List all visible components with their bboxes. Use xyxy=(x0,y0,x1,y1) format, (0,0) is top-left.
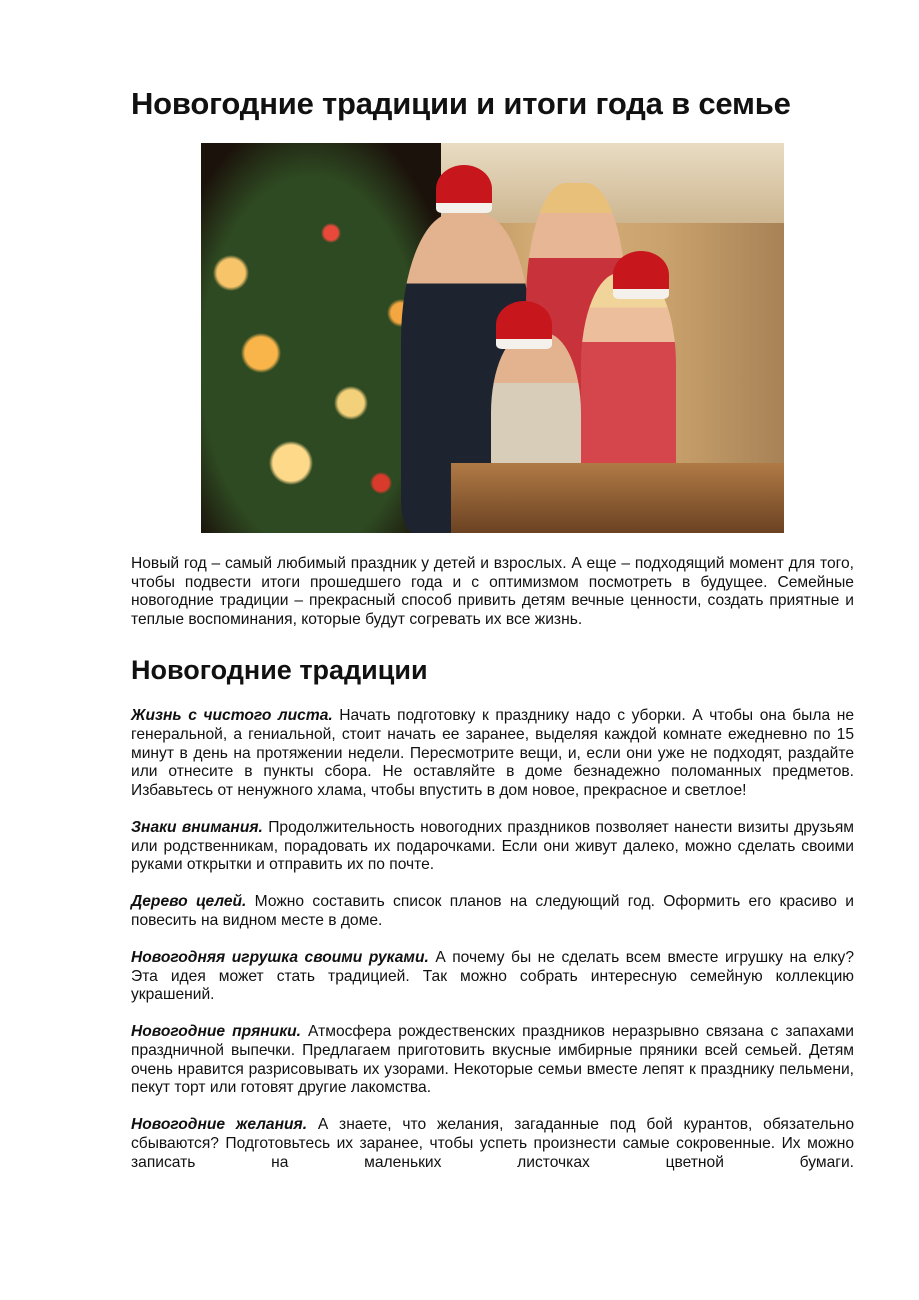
santa-hat xyxy=(613,251,669,299)
tradition-text: Атмосфера рождественских праздников неразрывно связана с запахами праздничной выпечки. Предлагаем приготовить вкусные имбирные пряники всей семьей. Детям очень нравится разрисовывать их узорами. Некоторые семьи вместе лепят к празднику пельмени, пекут торт или готовят другие лакомства. xyxy=(131,1023,854,1097)
tradition-title: Дерево целей. xyxy=(131,893,247,911)
tradition-text: Можно составить список планов на следующий год. Оформить его красиво и повесить на видном месте в доме. xyxy=(131,893,854,929)
tradition-title: Новогодние пряники. xyxy=(131,1023,302,1041)
document-page xyxy=(131,84,854,1191)
tradition-text: А почему бы не сделать всем вместе игрушку на елку? Эта идея может стать традицией. Так можно собрать интересную семейную коллекцию украшений. xyxy=(131,949,854,1004)
tradition-title: Новогодние желания. xyxy=(131,1116,308,1134)
tradition-title: Новогодняя игрушка своими руками. xyxy=(131,949,429,967)
tradition-item xyxy=(131,707,854,800)
traditions-list xyxy=(131,707,854,1172)
santa-hat xyxy=(436,165,492,213)
kitchen-counter xyxy=(451,463,784,533)
intro-paragraph: Новый год – самый любимый праздник у детей и взрослых. А еще – подходящий момент для того, чтобы подвести итоги прошедшего года и с оптимизмом посмотреть в будущее. Семейные новогодние традиции – прекрасный способ привить детям вечные ценности, создать приятные и теплые воспоминания, которые будут согревать их все жизнь. xyxy=(131,555,854,628)
section-heading: Новогодние традиции xyxy=(131,655,428,686)
tradition-item xyxy=(131,1023,854,1097)
tradition-item xyxy=(131,949,854,1005)
tradition-item xyxy=(131,819,854,875)
tradition-text: А знаете, что желания, загаданные под бой курантов, обязательно сбываются? Подготовьтесь их заранее, чтобы успеть произнести самые сокровенные. Их можно записать на маленьких листочках цветной бумаги. xyxy=(131,1116,854,1171)
tradition-title: Жизнь с чистого листа. xyxy=(131,707,333,725)
tradition-title: Знаки внимания. xyxy=(131,818,263,836)
tradition-item xyxy=(131,893,854,930)
page-title: Новогодние традиции и итоги года в семье xyxy=(131,86,791,121)
family-christmas-photo xyxy=(201,143,784,533)
tradition-text: Продолжительность новогодних праздников позволяет нанести визиты друзьям или родственникам, порадовать их подарочками. Если они живут далеко, можно сделать своими руками открытки и отправить их по почте. xyxy=(131,818,855,874)
santa-hat xyxy=(496,301,552,349)
tradition-item xyxy=(131,1116,854,1172)
tradition-text: Начать подготовку к празднику надо с уборки. А чтобы она была не генеральной, а гениальной, стоит начать ее заранее, выделяя каждой комнате ежедневно по 15 минут в день на протяжении недели. Пересмотрите вещи, и, если они уже не подходят, раздайте или отнесите в пункты сбора. Не оставляйте в доме безнадежно поломанных предметов. Избавьтесь от ненужного хлама, чтобы впустить в дом новое, прекрасное и светлое! xyxy=(131,707,854,799)
